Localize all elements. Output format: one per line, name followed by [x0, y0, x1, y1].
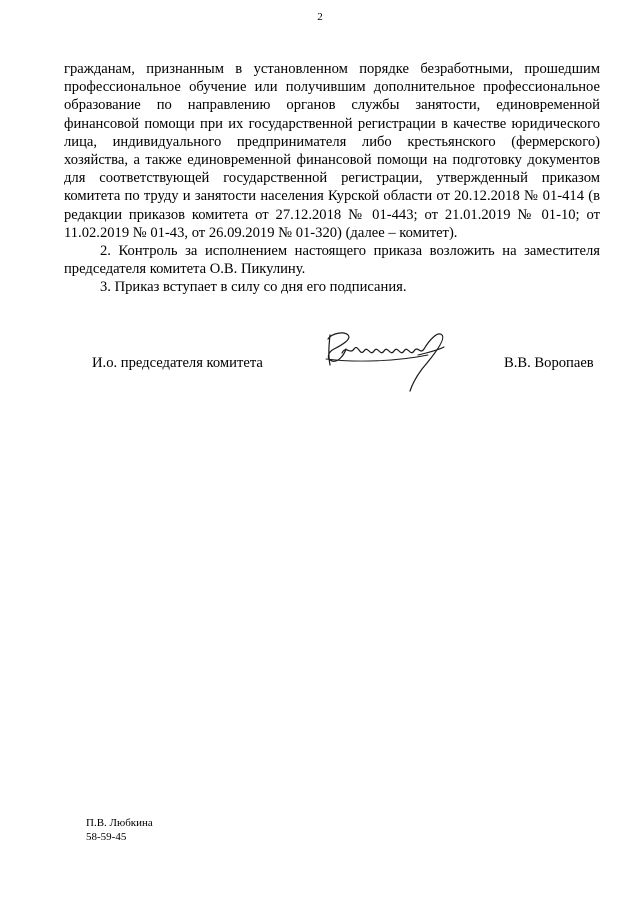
- executor-phone: 58-59-45: [86, 831, 127, 843]
- paragraph-item-2: 2. Контроль за исполнением настоящего приказа возложить на заместителя председателя комитета О.В. Пикулину.: [64, 243, 600, 278]
- handwritten-signature: [318, 325, 458, 395]
- executor-name: П.В. Любкина: [86, 817, 153, 829]
- signer-name: В.В. Воропаев: [504, 355, 594, 371]
- document-body: [64, 60, 600, 297]
- paragraph-continuation: гражданам, признанным в установленном порядке безработными, прошедшим профессиональное обучение или получившим дополнительное профессиональное образование по направлению органов службы занятости, единовременной финансовой помощи при их государственной регистрации в качестве юридического лица, индивидуального предпринимателя либо крестьянского (фермерского) хозяйства, а также единовременной финансовой помощи на подготовку документов для соответствующей государственной регистрации, утвержденный приказом комитета по труду и занятости населения Курской области от 20.12.2018 № 01-414 (в редакции приказов комитета от 27.12.2018 № 01-443; от 21.01.2019 № 01-10; от 11.02.2019 № 01-43, от 26.09.2019 № 01-320) (далее – комитет).: [64, 61, 600, 241]
- paragraph-item-3: 3. Приказ вступает в силу со дня его подписания.: [100, 279, 407, 296]
- signer-title: И.о. председателя комитета: [92, 355, 263, 371]
- executor-info: [86, 816, 153, 844]
- page-number: 2: [317, 11, 323, 23]
- signature-block: [0, 325, 640, 405]
